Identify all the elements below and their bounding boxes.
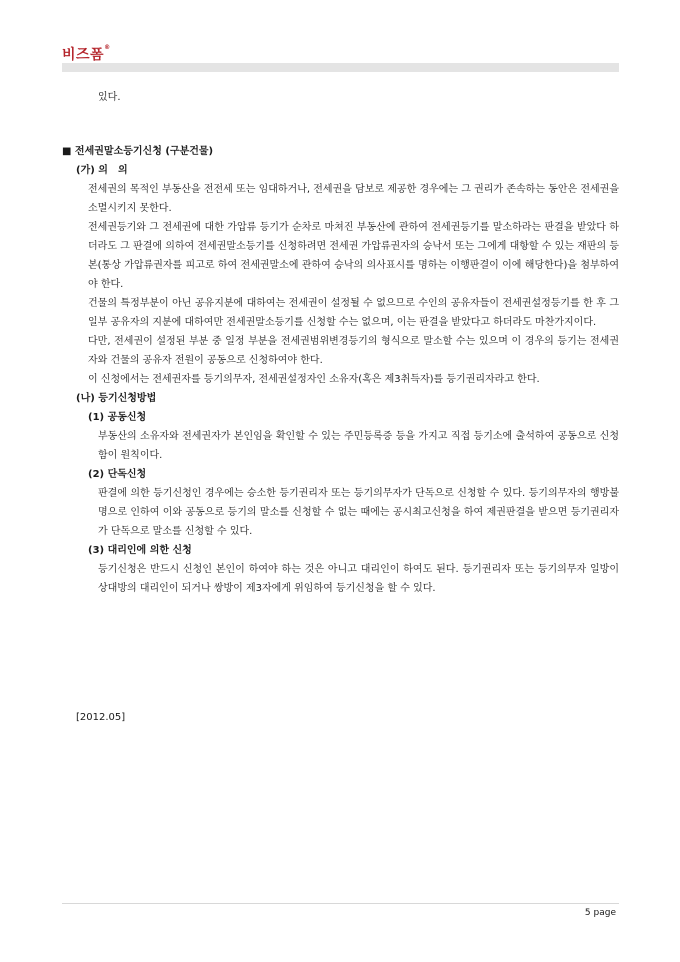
item-text: 부동산의 소유자와 전세권자가 본인임을 확인할 수 있는 주민등록증 등을 가지고 직접 등기소에 출석하여 공동으로 신청함이 원칙이다. [98,431,619,461]
subsection-heading-na: (나) 등기신청방법 [76,393,157,404]
registered-mark: ® [104,44,111,51]
bizform-logo [62,44,111,64]
item-text: 등기신청은 반드시 신청인 본인이 하여야 하는 것은 아니고 대리인이 하여도 된다. 등기권리자 또는 등기의무자 일방이 상대방의 대리인이 되거나 쌍방이 제3자에게 위임하여 등기신청을 할 수 있다. [98,564,619,594]
section-title: ■ 전세권말소등기신청 (구분건물) [62,146,214,157]
item-heading: (3) 대리인에 의한 신청 [88,545,192,556]
subsection-heading-ga: (가) 의 의 [76,165,128,176]
continued-text: 있다. [98,92,121,103]
page-number: 5 page [584,908,616,918]
logo-text: 비즈폼 [62,47,105,63]
item-heading: (2) 단독신청 [88,469,147,480]
paragraph: 건물의 특정부분이 아닌 공유지분에 대하여는 전세권이 설정될 수 없으므로 수인의 공유자들이 전세권설정등기를 한 후 그 일부 공유자의 지분에 대하여만 전세권말소등기를 신청할 수는 없으며, 이는 판결을 받았다고 하더라도 마찬가지이다. [88,298,619,328]
item-heading: (1) 공동신청 [88,412,147,423]
item-text: 판결에 의한 등기신청인 경우에는 승소한 등기권리자 또는 등기의무자가 단독으로 신청할 수 있다. 등기의무자의 행방불명으로 인하여 이와 공동으로 등기의 말소를 신청할 수 없는 때에는 공시최고신청을 하여 제권판결을 받으면 등기권리자가 단독으로 말소를 신청할 수 있다. [98,488,619,537]
paragraph: 전세권의 목적인 부동산을 전전세 또는 임대하거나, 전세권을 담보로 제공한 경우에는 그 권리가 존속하는 동안은 전세권을 소멸시키지 못한다. [88,184,619,214]
date-stamp: [2012.05] [76,712,126,723]
header-bar [62,63,619,72]
paragraph: 전세권등기와 그 전세권에 대한 가압류 등기가 순차로 마쳐진 부동산에 관하여 전세권등기를 말소하라는 판결을 받았다 하더라도 그 판결에 의하여 전세권말소등기를 신청하려면 전세권 가압류권자의 승낙서 또는 그에게 대항할 수 있는 재판의 등본(통상 가압류권자를 피고로 하여 전세권말소에 관하여 승낙의 의사표시를 명하는 이행판결이 이에 해당한다)을 첨부하여야 한다. [88,222,619,290]
paragraph: 다만, 전세권이 설정된 부분 중 일정 부분을 전세권범위변경등기의 형식으로 말소할 수는 있으며 이 경우의 등기는 전세권자와 건물의 공유자 전원이 공동으로 신청하여야 한다. [88,336,619,366]
document-body [62,88,619,598]
paragraph: 이 신청에서는 전세권자를 등기의무자, 전세권설정자인 소유자(혹은 제3취득자)를 등기권리자라고 한다. [88,374,540,385]
footer-divider [62,903,619,904]
